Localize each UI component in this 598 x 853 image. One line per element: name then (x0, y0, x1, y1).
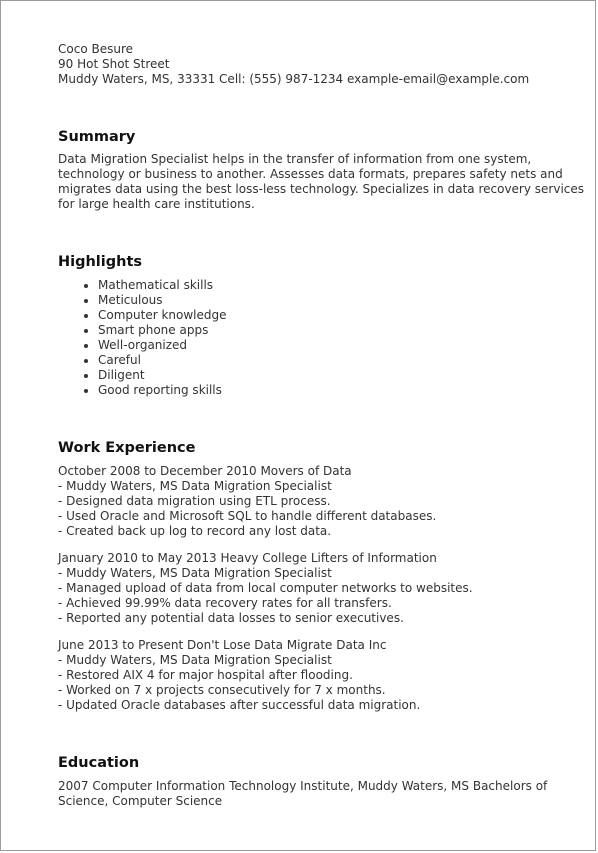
job-title: October 2008 to December 2010 Movers of Data (58, 464, 352, 478)
highlight-item: • Meticulous (98, 293, 588, 308)
highlights-list (58, 278, 588, 398)
job-detail: - Reported any potential data losses to senior executives. (58, 611, 404, 625)
job-title: June 2013 to Present Don't Lose Data Migrate Data Inc (58, 638, 387, 652)
highlight-item: • Diligent (98, 368, 588, 383)
job-detail: - Achieved 99.99% data recovery rates for all transfers. (58, 596, 392, 610)
education-heading: Education (58, 755, 140, 771)
highlight-item: • Well-organized (98, 338, 588, 353)
summary-heading: Summary (58, 129, 136, 145)
job-detail: - Managed upload of data from local computer networks to websites. (58, 581, 473, 595)
job-entry (58, 551, 588, 626)
job-title: January 2010 to May 2013 Heavy College Lifters of Information (58, 551, 437, 565)
work-heading: Work Experience (58, 440, 196, 456)
highlight-item: • Careful (98, 353, 588, 368)
highlight-item: • Mathematical skills (98, 278, 588, 293)
job-detail: - Muddy Waters, MS Data Migration Specialist (58, 566, 332, 580)
contact-city-phone-email: Muddy Waters, MS, 33331 Cell: (555) 987-1234 example-email@example.com (58, 72, 530, 86)
highlight-item: • Smart phone apps (98, 323, 588, 338)
highlight-item: • Computer knowledge (98, 308, 588, 323)
contact-name: Coco Besure (58, 42, 133, 56)
highlights-heading: Highlights (58, 254, 143, 270)
job-detail: - Muddy Waters, MS Data Migration Specialist (58, 653, 332, 667)
job-entry (58, 464, 588, 539)
summary-text: Data Migration Specialist helps in the transfer of information from one system, technology or business to another. Assesses data formats, prepares safety nets and migrates data using the best loss-less technology. Specializes in data recovery services for large health care institutions. (58, 152, 585, 211)
contact-street: 90 Hot Shot Street (58, 57, 170, 71)
resume-content (58, 42, 588, 809)
job-detail: - Updated Oracle databases after successful data migration. (58, 698, 421, 712)
education-section (58, 754, 588, 809)
job-entry (58, 638, 588, 713)
work-section (58, 439, 588, 713)
education-text: 2007 Computer Information Technology Institute, Muddy Waters, MS Bachelors of Science, Computer Science (58, 779, 548, 808)
job-detail: - Worked on 7 x projects consecutively for 7 x months. (58, 683, 386, 697)
job-detail: - Designed data migration using ETL process. (58, 494, 331, 508)
job-detail: - Restored AIX 4 for major hospital after flooding. (58, 668, 353, 682)
job-detail: - Muddy Waters, MS Data Migration Specialist (58, 479, 332, 493)
contact-block (58, 42, 588, 87)
summary-section (58, 128, 588, 212)
job-detail: - Created back up log to record any lost data. (58, 524, 332, 538)
highlights-section (58, 253, 588, 398)
job-detail: - Used Oracle and Microsoft SQL to handle different databases. (58, 509, 437, 523)
highlight-item: • Good reporting skills (98, 383, 588, 398)
